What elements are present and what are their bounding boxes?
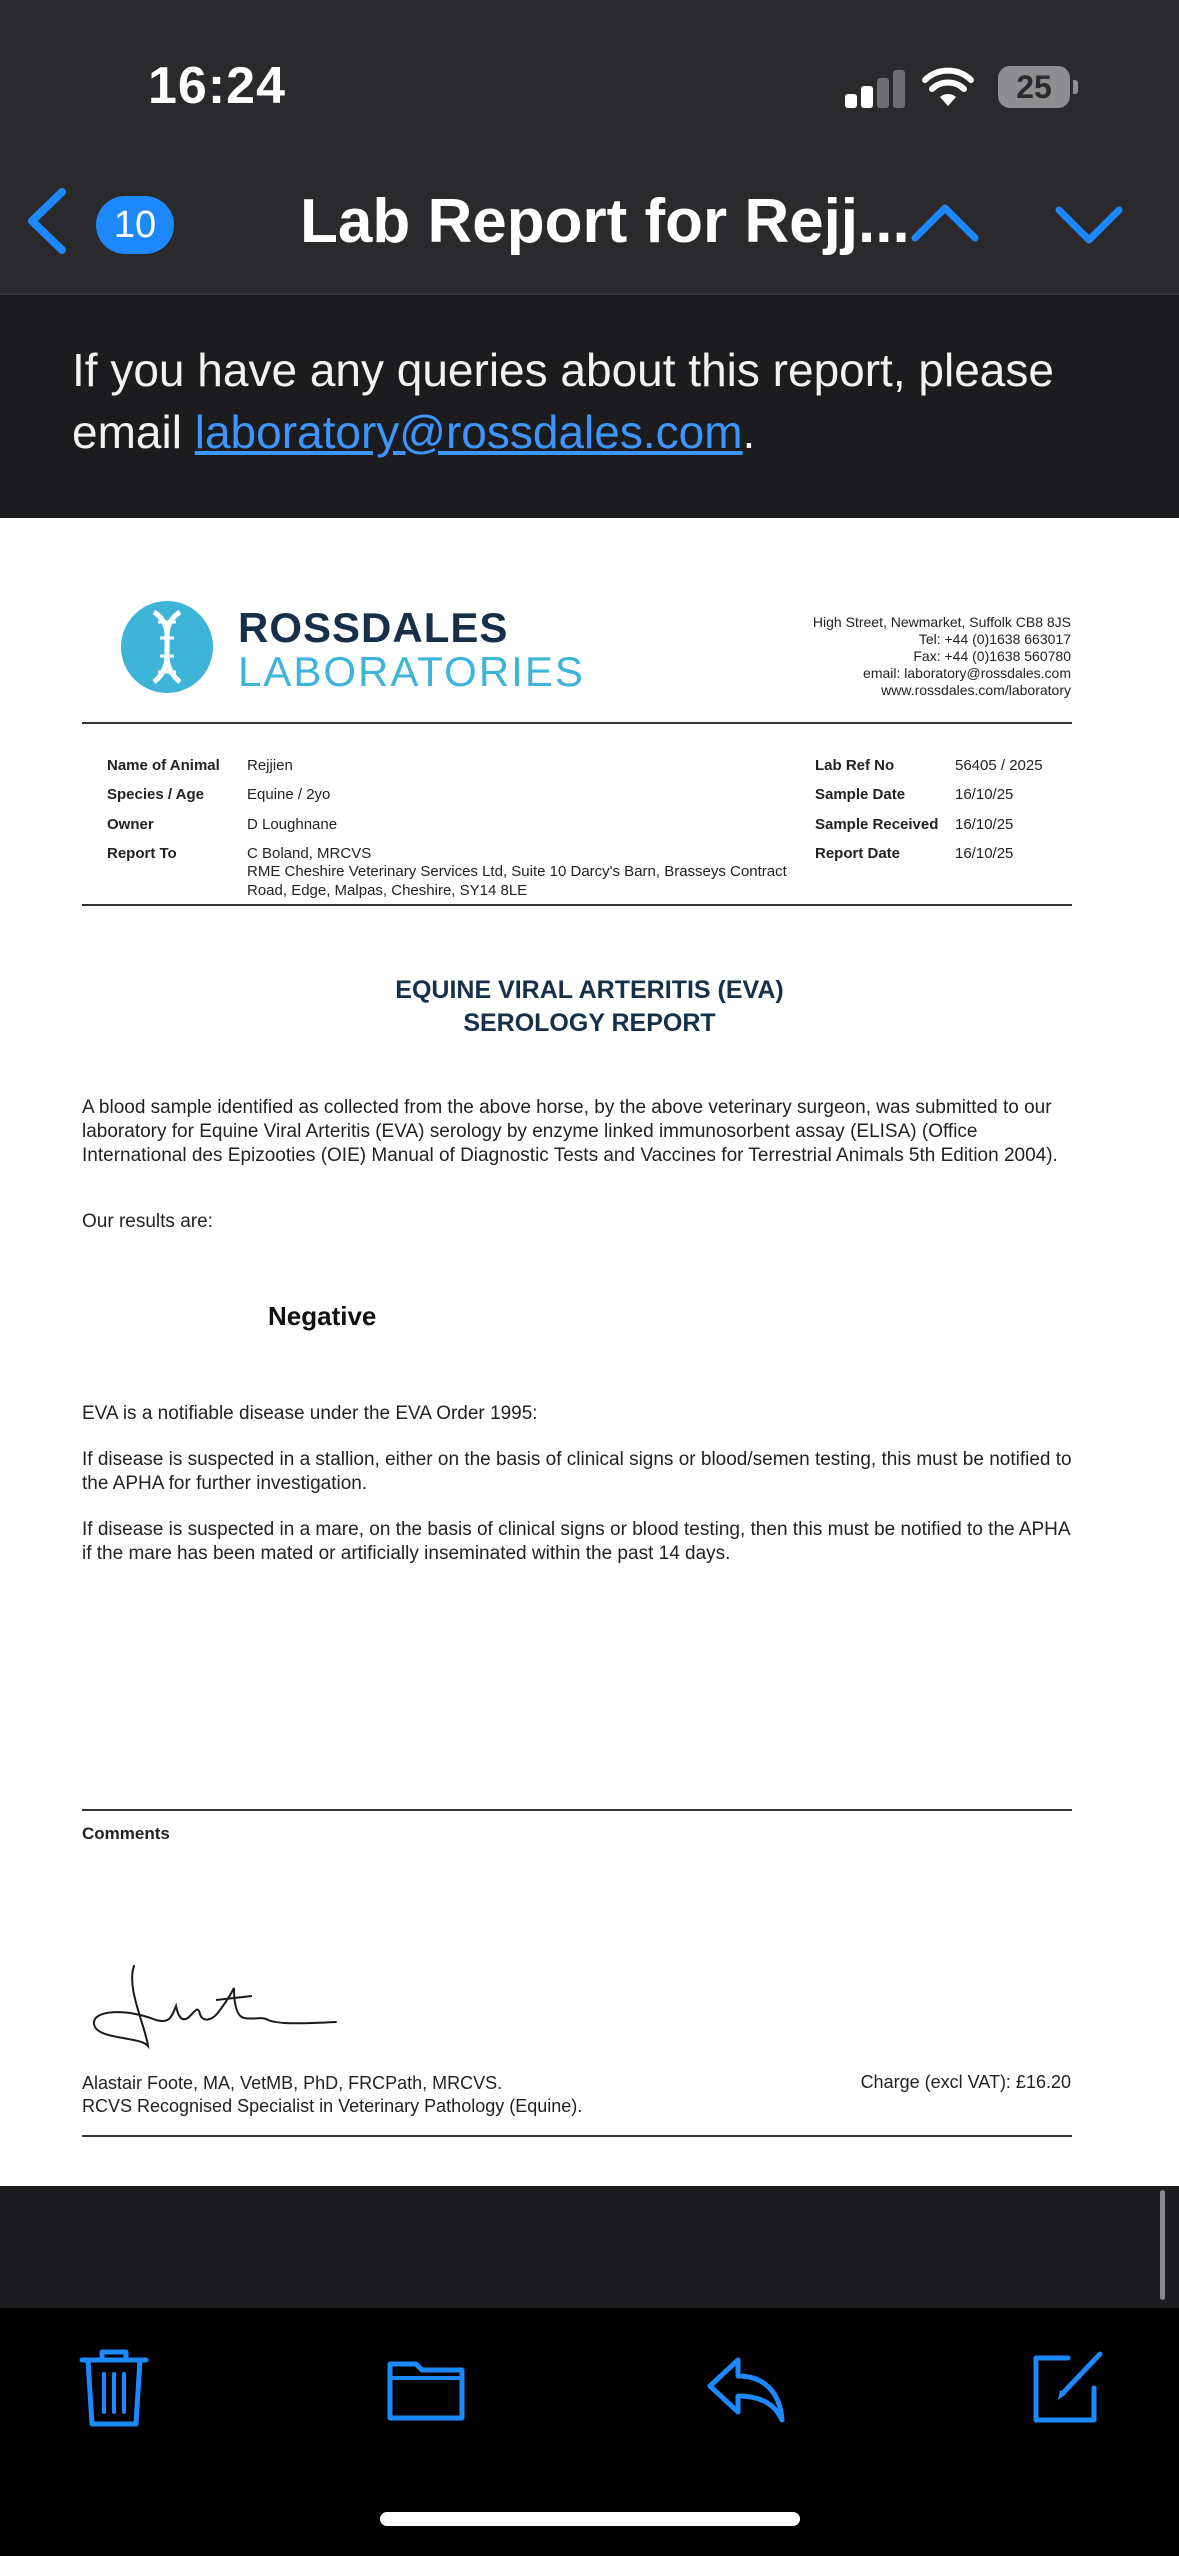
dna-logo-icon (120, 600, 214, 694)
address-line: High Street, Newmarket, Suffolk CB8 8JS (812, 614, 1071, 630)
notice-text (72, 339, 1132, 463)
species-value: Equine / 2yo (247, 786, 331, 803)
email-link[interactable]: laboratory@rossdales.com (194, 406, 743, 458)
results-intro: Our results are: (82, 1211, 213, 1232)
address-tel: Tel: +44 (0)1638 663017 (918, 631, 1071, 647)
email-body-notice (0, 294, 1179, 518)
animal-name-label: Name of Animal (107, 757, 220, 774)
report-date-label: Report Date (815, 845, 901, 862)
address-email: email: laboratory@rossdales.com (863, 665, 1071, 681)
species-label: Species / Age (107, 786, 204, 803)
mare-paragraph: If disease is suspected in a mare, on the basis of clinical signs or blood testing, then this must be notified to the APHA if the mare has been mated or artificially inseminated within the past 14 days. (82, 1519, 1070, 1564)
signatory-name: Alastair Foote, MA, VetMB, PhD, FRCPath, MRCVS. (82, 2073, 503, 2093)
sample-received-label: Sample Received (815, 816, 939, 833)
test-result: Negative (268, 1301, 377, 1331)
divider (82, 2135, 1072, 2137)
status-time: 16:24 (148, 57, 286, 115)
scrollbar[interactable] (1160, 2190, 1165, 2300)
logo-text-rossdales: ROSSDALES (238, 604, 509, 651)
compose-icon[interactable] (1024, 2346, 1108, 2430)
lab-address (813, 614, 1071, 699)
logo-text-laboratories: LABORATORIES (238, 648, 585, 695)
divider (82, 1809, 1072, 1811)
top-bar (0, 0, 1179, 294)
cellular-signal-icon (845, 70, 905, 108)
owner-value: D Loughnane (247, 816, 338, 833)
report-title (0, 974, 1179, 1040)
pdf-report-page[interactable] (0, 518, 1179, 2186)
battery-level: 25 (998, 66, 1070, 108)
trash-icon[interactable] (72, 2346, 156, 2430)
report-to-label: Report To (107, 845, 177, 862)
unread-count-badge[interactable]: 10 (96, 196, 174, 254)
sample-received-value: 16/10/25 (955, 816, 1014, 833)
divider (82, 904, 1072, 906)
sample-date-value: 16/10/25 (955, 786, 1014, 803)
comments-label: Comments (82, 1824, 170, 1843)
folder-icon[interactable] (384, 2346, 468, 2430)
stallion-paragraph: If disease is suspected in a stallion, either on the basis of clinical signs or blood/semen testing, this must be notified to the APHA for further investigation. (82, 1449, 1072, 1494)
home-indicator[interactable] (380, 2512, 800, 2526)
report-to-line-1: C Boland, MRCVS (247, 845, 372, 862)
notice-text-before: If you have any queries about this report, please email (72, 344, 1054, 458)
wifi-icon (922, 66, 974, 108)
report-title-line-1: EQUINE VIRAL ARTERITIS (EVA) (395, 976, 784, 1004)
next-message-chevron-icon[interactable] (1054, 204, 1124, 248)
report-title-line-2: SEROLOGY REPORT (463, 1009, 716, 1037)
report-to-line-2: RME Cheshire Veterinary Services Ltd, Suite 10 Darcy's Barn, Brasseys Contract (247, 863, 787, 880)
lab-ref-value: 56405 / 2025 (955, 757, 1043, 774)
divider (82, 722, 1072, 724)
signatory-details (82, 2072, 582, 2118)
animal-name-value: Rejjien (247, 757, 293, 774)
signatory-title: RCVS Recognised Specialist in Veterinary Pathology (Equine). (82, 2096, 583, 2116)
report-to-line-3: Road, Edge, Malpas, Cheshire, SY14 8LE (247, 882, 528, 899)
signature-image (86, 1958, 346, 2058)
message-subject-title: Lab Report for Rejj... (300, 187, 910, 256)
report-date-value: 16/10/25 (955, 845, 1014, 862)
battery-icon (998, 66, 1078, 108)
sample-date-label: Sample Date (815, 786, 906, 803)
lab-ref-label: Lab Ref No (815, 757, 895, 774)
reply-icon[interactable] (704, 2346, 788, 2430)
intro-paragraph: A blood sample identified as collected from the above horse, by the above veterinary surgeon, was submitted to our laboratory for Equine Viral Arteritis (EVA) serology by enzyme linked immunosorbent assay (ELISA) (Office International des Epizooties (OIE) Manual of Diagnostic Tests and Vaccines for Terrestrial Animals 5th Edition 2004). (82, 1097, 1058, 1166)
address-fax: Fax: +44 (0)1638 560780 (913, 648, 1071, 664)
notice-text-after: . (742, 406, 756, 458)
address-website: www.rossdales.com/laboratory (881, 682, 1071, 698)
owner-label: Owner (107, 816, 154, 833)
back-chevron-icon[interactable] (22, 186, 72, 256)
notifiable-paragraph: EVA is a notifiable disease under the EVA Order 1995: (82, 1403, 538, 1424)
previous-message-chevron-icon[interactable] (910, 200, 980, 244)
charge-amount: Charge (excl VAT): £16.20 (860, 2072, 1071, 2092)
